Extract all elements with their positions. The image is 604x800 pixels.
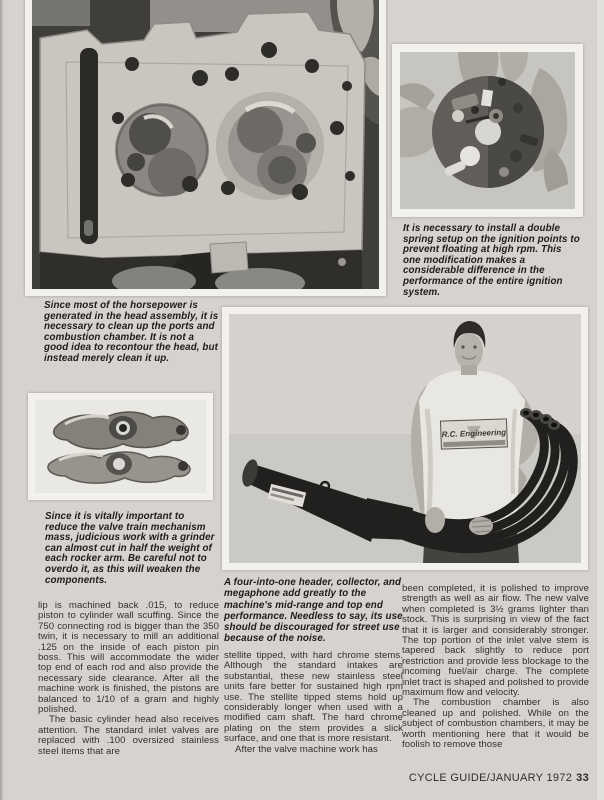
body-paragraph: The combustion chamber is also cleaned up and polished. While on the subject of combustion chambers, it may be worth mentioning here that it would be foolish to remove those (402, 697, 589, 751)
exhaust-header-photo (229, 314, 581, 563)
cylinder-head-photo-frame (25, 0, 386, 296)
body-paragraph: stellite tipped, with hard chrome stems. Although the standard intakes are substantial, these new stainless steel units fare better for sustained high rpm use. The stellite tipped stems hold up considerably longer when used with a modified cam shaft. The hard chrome plating on the stem provides a slick surface, and one that is more resistant. (224, 650, 403, 745)
page-footer (402, 772, 589, 784)
rocker-arms-photo (35, 400, 206, 493)
body-column-right (402, 584, 589, 751)
page-right-scan-edge (597, 0, 604, 800)
magazine-issue-label: CYCLE GUIDE/JANUARY 1972 (408, 772, 573, 784)
body-column-left (38, 601, 219, 757)
body-paragraph: lip is machined back .015, to reduce piston to cylinder wall scuffing. Since the 750 connecting rod is bigger than the 350 twin, it is necessary to mill an additional .125 on the inside of each piston pin boss. This will accommodate the wider top end of each rod and also provide the necessary side clearance. After all the machine work is finished, the pistons are balanced to 1/10 of a gram and highly polished. (38, 600, 219, 716)
ignition-points-photo (400, 52, 575, 209)
body-paragraph: The basic cylinder head also receives attention. The standard inlet valves are replaced with .100 oversized stainless steel items that are (38, 714, 219, 757)
page-number: 33 (576, 772, 589, 784)
ignition-caption: It is necessary to install a double spring setup on the ignition points to prevent floating at high rpm. This one modification makes a considerable difference in the performance of the entire ignition system. (403, 223, 580, 298)
head-caption: Since most of the horsepower is generated in the head assembly, it is necessary to clean up the ports and combustion chamber. It is not a good idea to recontour the head, but instead merely clean it up. (44, 300, 219, 364)
tshirt-logo (440, 419, 507, 449)
rocker-caption: Since it is vitally important to reduce the valve train mechanism mass, judicious work with a grinder can almost cut in half the weight of each rocker arm. Be careful not to overdo it, as this will weaken the components. (45, 511, 215, 586)
exhaust-header-photo-frame (222, 307, 588, 570)
ignition-points-photo-frame (392, 44, 583, 217)
body-paragraph: After the valve machine work has (235, 743, 378, 755)
body-column-middle (224, 651, 403, 755)
body-paragraph: been completed, it is polished to improve strength as well as air flow. The new valve when completed is 3½ grams lighter than stock. This is surprising in view of the fact that it is larger and considerably stronger. The top portion of the inlet valve stem is tapered back slightly to reduce port restriction and provide less blockage to the incoming fuel/air charge. The complete inlet tract is shaped and polished to provide maximum flow and velocity. (402, 583, 589, 699)
rocker-arms-photo-frame (28, 393, 213, 500)
tshirt-logo-text: R.C. Engineering (441, 427, 507, 440)
page-left-scan-edge (0, 0, 4, 800)
exhaust-caption: A four-into-one header, collector, and megaphone add greatly to the machine's mid-range and top end performance. Needless to say, its use should be discouraged for street use because of the noise. (224, 577, 403, 645)
cylinder-head-photo (32, 0, 379, 289)
